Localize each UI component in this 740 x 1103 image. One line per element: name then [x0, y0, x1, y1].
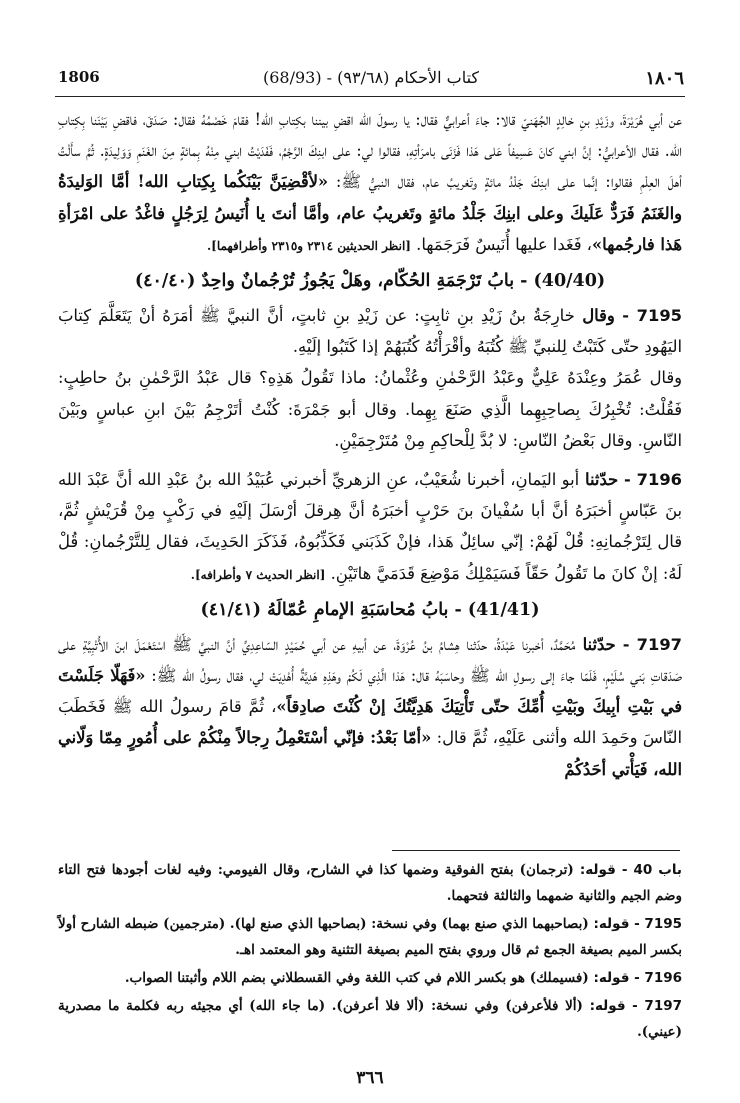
prophet-quote: «لأقْضِيَنَّ بَيْنَكُما بِكِتابِ الله! أمَّا الوَليدَةُ والغَنَمُ فَرَدٌّ عَلَيكَ وعلى ابنِكَ جَلْدُ مائةٍ وتَغريبُ عام، وأمَّا أنتَ يا أُنَيسُ لِرَجُلٍ فاغْدُ على امْرَأةِ هَذا فارجُمها» [58, 172, 682, 254]
hadith-text: أبو اليَمانِ، أخبرنا شُعَيْبٌ، عنِ الزهريِّ أخبرني عُبَيْدُ الله بنُ عَبْدِ الله أنَّ عَبْدَ الله بنَ عَبّاسٍ أخبَرَهُ أنَّ أبا سُفْيانَ بنَ حَرْبٍ أخبَرَهُ أنَّ هِرقلَ أرْسَلَ إلَيْهِ في رَكْبٍ مِنْ قُرَيْشٍ ثُمَّ، قال لِتَرْجُمانِهِ: قُلْ لَهُمْ: إنّي سائِلٌ هَذا، فإنْ كَذَبَني فَكَذِّبُوهُ، فَذَكَرَ الحَدِيثَ، فقال لِلتَّرْجُمانِ: قُلْ لَهُ: إنْ كانَ ما تَقُولُ حَقّاً فَسَيَمْلِكُ مَوْضِعَ قَدَمَيَّ هاتَيْنِ. [58, 470, 682, 583]
chapter-heading-40: (40/40) - بابُ تَرْجَمَةِ الحُكّام، وهَلْ يَجُوزُ تُرْجُمانٌ واحِدٌ (٤٠/٤٠) [134, 271, 606, 292]
footnotes [58, 857, 682, 1047]
prophet-quote: «فَهَلّا جَلَسْتَ في بَيْتِ أبِيكَ وبَيْتِ أُمِّكَ حتّى تَأْتِيَكَ هَدِيَّتُكَ إنْ كُنْتَ صادِقاً» [58, 666, 682, 717]
footnote-label: 7195 - قوله: [593, 916, 682, 932]
hadith-text-mid: ، ثُمَّ قامَ رسولُ الله ﷺ فَخَطَبَ النّاسَ وحَمِدَ الله وأثنى عَلَيْهِ، ثُمَّ قال: [58, 697, 682, 748]
footnote-divider [392, 850, 680, 851]
chapter-heading-41: (41/41) - بابُ مُحاسَبَةِ الإمامِ عُمّالَهُ (٤١/٤١) [200, 599, 540, 620]
footnote-label: 7196 - قوله: [593, 970, 682, 986]
hadith-intro: - حدّثنا [575, 634, 637, 654]
footnote-text: (فسيملك) هو بكسر اللام في كتب اللغة وفي القسطلاني بضم اللام وأثبتنا الصواب. [124, 970, 594, 986]
footnote [58, 857, 682, 909]
latin-page-number: 1806 [58, 68, 100, 86]
hadith-text: خارِجَةُ بنُ زَيْدِ بنِ ثابِتٍ: عن زَيْدِ بنِ ثابتٍ، أنَّ النبيَّ ﷺ أمَرَهُ أنْ يَتَعَلَّمَ كِتابَ اليَهُودِ حتّى كَتَبْتُ لِلنبيِّ ﷺ كُتُبَهُ وأقْرَأْتُهُ كُتُبَهُمْ إذا كَتَبُوا إلَيْهِ. [58, 306, 682, 357]
cross-reference: [انظر الحديث ٧ وأطرافه]. [190, 567, 326, 582]
hadith-intro: - وقال [574, 306, 637, 326]
hadith-text: مُحَمَّدٌ، أخبرنا عَبْدَةُ، حدّثنا هِشامُ بنُ عُرْوَةَ، عن أبيهِ عن أبي حُمَيْدٍ السّاعِدِيِّ أنَّ النبيَّ ﷺ اسْتَعْمَلَ ابنَ الأُتْبِيَّةِ على صَدَقاتِ بَني سُلَيْمٍ، فَلَمّا جاءَ إلى رسولِ الله ﷺ وحاسَبَهُ قال: هَذا الَّذِي لَكُمْ وهَذِهِ هَدِيَّةٌ أُهْدِيَتْ لي، فقال رسولُ الله ﷺ: [58, 634, 683, 686]
footnote-text: (ترجمان) بفتح الفوقية وضمها كذا في الشارح، وقال الفيومي: وفيه لغات أجودها فتح التاء وضم الجيم والثانية ضمهما والثالثة فتحهما. [58, 862, 682, 904]
footnote-label: باب 40 - قوله: [579, 862, 682, 878]
footnote-text: (ألا فلأعرفن) وفي نسخة: (ألا فلا أعرفن). (ما جاء الله) أي مجيئه ربه فكلمة ما مصدرية (عيني). [58, 998, 682, 1040]
hadith-number: 7196 [636, 470, 682, 490]
paragraph-text: عن أبي هُرَيْرَةَ، وزَيْدِ بنِ خالِدٍ الجُهَنيّ قالا: جاءَ أعرابيٌّ فقال: يا رسولَ الله اقضِ بيننا بكِتابِ الله! فقامَ خَصْمُهُ فقال: صَدَقَ، فاقضِ بَيْنَنا بِكِتابِ الله. فقال الأعرابيُّ: إنَّ ابني كانَ عَسِيفاً عَلى هَذا فَزَنَى بامرَأتِهِ، فقالوا لي: على ابنِكَ الرَّجْمُ، فَفَدَيْتُ ابني مِنْهُ بِمائةٍ مِنَ الغَنَمِ وَوَلِيدَةٍ. ثُمَّ سأَلْتُ أهلَ العِلْمِ فقالوا: إنَّما على ابنِكَ جَلْدُ مائةٍ وتَغريبُ عام، فقال النبيُّ ﷺ: [58, 110, 682, 192]
footnote-label: 7197 - قوله: [589, 998, 682, 1014]
running-title: (68/93) - كتاب الأحكام (٩٣/٦٨) [262, 68, 480, 87]
main-text [58, 104, 682, 785]
page-header [58, 64, 684, 94]
footer-page-number: ٣٦٦ [356, 1068, 384, 1088]
hadith-7195 [58, 300, 682, 362]
header-divider [55, 96, 685, 97]
footnote-text: (بصاحبهما الذي صنع بهما) وفي نسخة: (بصاحبها الذي صنع لها). (مترجمين) ضبطه الشارح أولاً بكسر الميم بصيغة الجمع ثم قال وروي بفتح الميم بصيغة التثنية وهو المعتمد اهـ. [58, 916, 682, 958]
hadith-7195-commentary: وقال عُمَرُ وعِنْدَهُ عَلِيٌّ وعَبْدُ الرَّحْمٰنِ وعُثْمانُ: ماذا تَقُولُ هَذِهِ؟ قال عَبْدُ الرَّحْمٰنِ بنُ حاطِبٍ: فَقُلْتُ: تُخْبِرُكَ بِصاحِبِهِما الَّذِي صَنَعَ بِهِما. وقال أبو جَمْرَةَ: كُنْتُ أتَرْجِمُ بَيْنَ ابنِ عباسٍ وبَيْنَ النّاسِ. وقال بَعْضُ النّاسِ: لا بُدَّ لِلْحاكِمِ مِنْ مُتَرْجِمَيْنِ. [58, 368, 682, 450]
hadith-7196 [58, 464, 682, 591]
footnote [58, 965, 682, 991]
footnote [58, 993, 682, 1045]
paragraph-tail: ، فَغَدا عليها أُنَيسٌ فَرَجَمَها. [411, 234, 592, 254]
hadith-7197 [58, 629, 682, 785]
arabic-page-number: ١٨٠٦ [645, 68, 684, 89]
hadith-number: 7197 [636, 634, 682, 654]
hadith-number: 7195 [636, 306, 682, 326]
cross-reference: [انظر الحديثين ٢٣١٤ و٢٣١٥ وأطرافهما]. [206, 238, 411, 253]
hadith-continuation [58, 104, 682, 262]
prophet-quote: «أمّا بَعْدُ: فإنّي أسْتَعْمِلُ رِجالاً مِنْكُمْ على أُمُورٍ مِمّا وَلّاني الله، فَيَأْتي أحَدُكُمْ [58, 728, 682, 779]
footnote [58, 911, 682, 963]
hadith-intro: - حدّثنا [579, 470, 637, 490]
